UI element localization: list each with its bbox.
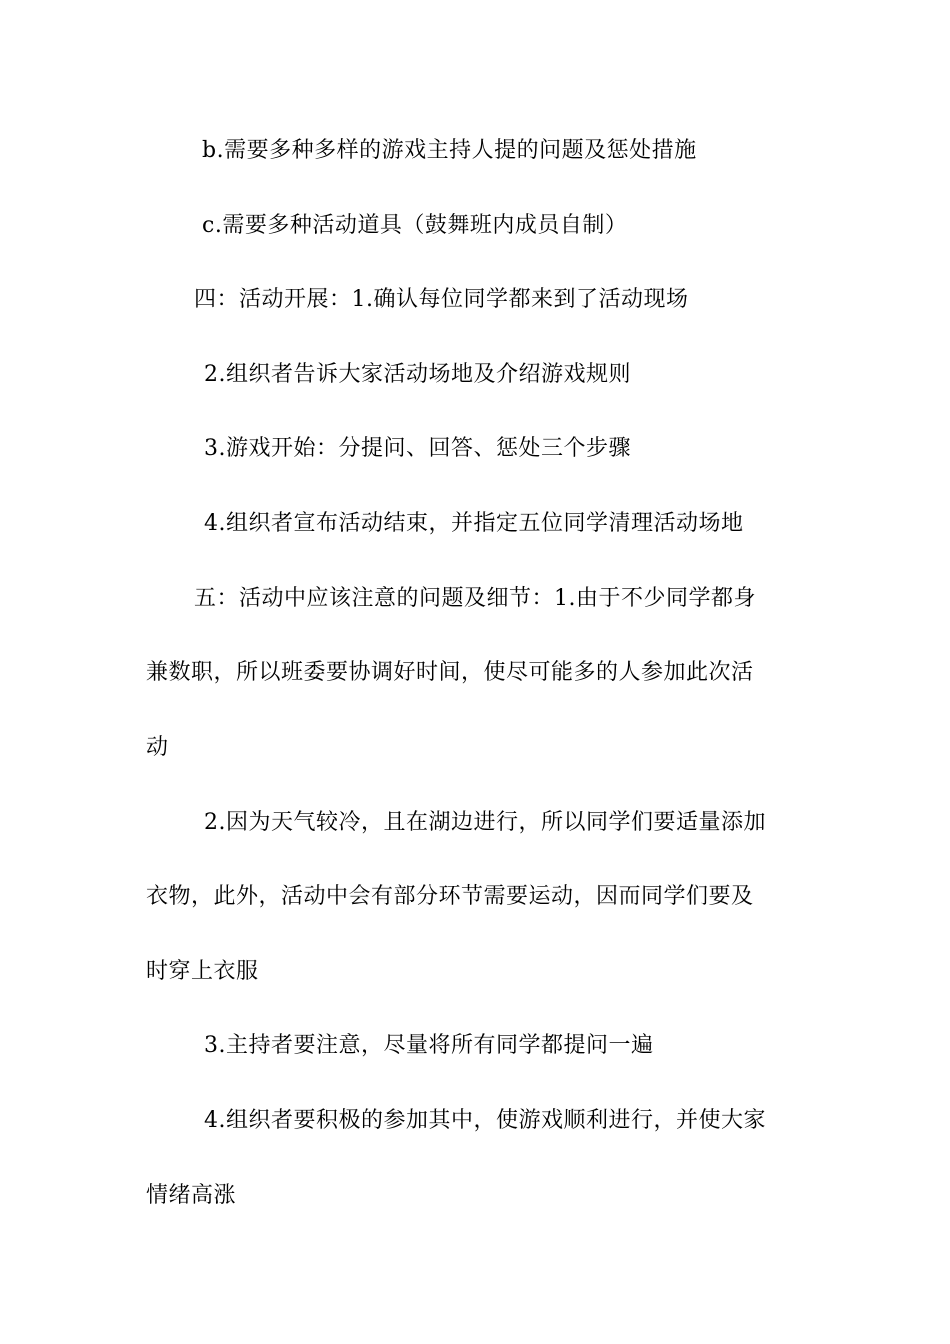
text-line-4-4: 4.组织者宣布活动结束，并指定五位同学清理活动场地 — [204, 511, 744, 536]
text-line-5-4-cont: 情绪高涨 — [146, 1183, 237, 1208]
text-line-5-1-cont-a: 兼数职，所以班委要协调好时间，使尽可能多的人参加此次活 — [146, 660, 754, 685]
text-line-4-3: 3.游戏开始：分提问、回答、惩处三个步骤 — [204, 436, 631, 461]
text-line-5-2: 2.因为天气较冷，且在湖边进行，所以同学们要适量添加 — [204, 810, 766, 835]
text-line-5-2-cont-b: 时穿上衣服 — [146, 959, 259, 984]
text-line-5-4: 4.组织者要积极的参加其中，使游戏顺利进行，并使大家 — [204, 1108, 766, 1133]
text-line-5-2-cont-a: 衣物，此外，活动中会有部分环节需要运动，因而同学们要及 — [146, 884, 754, 909]
section-4-heading: 四：活动开展：1.确认每位同学都来到了活动现场 — [194, 287, 689, 312]
text-line-c: c.需要多种活动道具（鼓舞班内成员自制） — [202, 213, 628, 238]
text-line-b: b.需要多种多样的游戏主持人提的问题及惩处措施 — [202, 138, 697, 163]
text-line-5-1-cont-b: 动 — [146, 735, 169, 760]
text-line-5-3: 3.主持者要注意，尽量将所有同学都提问一遍 — [204, 1033, 654, 1058]
section-5-heading: 五：活动中应该注意的问题及细节：1.由于不少同学都身 — [194, 586, 756, 611]
text-line-4-2: 2.组织者告诉大家活动场地及介绍游戏规则 — [204, 362, 631, 387]
